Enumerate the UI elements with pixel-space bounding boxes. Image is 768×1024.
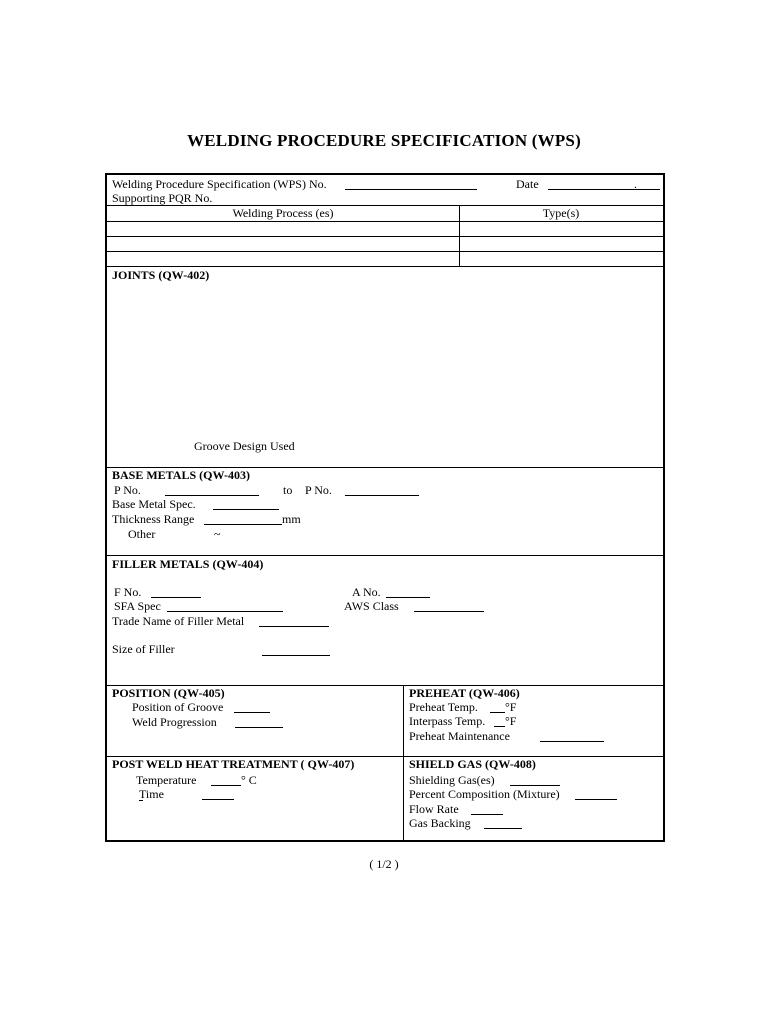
underline-mark [139,800,143,801]
wps-number-label: Welding Procedure Specification (WPS) No. [112,177,327,191]
shielding-gas-field[interactable] [510,785,560,786]
tilde-mark: ~ [214,527,221,541]
pwht-time-field[interactable] [202,799,234,800]
thickness-range-label: Thickness Range [112,512,195,526]
wps-number-field[interactable] [345,189,477,190]
shield-gas-heading: SHIELD GAS (QW-408) [409,757,536,771]
a-number-label: A No. [352,585,381,599]
p-number-label: P No. [114,483,141,497]
interpass-temp-label: Interpass Temp. [409,714,486,728]
mm-unit: mm [282,512,301,526]
page-number: ( 1/2 ) [369,857,399,871]
gas-backing-label: Gas Backing [409,816,471,830]
other-label: Other [128,527,156,541]
flow-rate-label: Flow Rate [409,802,459,816]
thickness-range-field[interactable] [204,524,282,525]
f-number-field[interactable] [151,597,201,598]
pwht-time-label: Time [139,787,164,801]
date-suffix: . [634,177,637,191]
base-metal-spec-field[interactable] [213,509,279,510]
pwht-temperature-field[interactable] [211,785,241,786]
f-number-label: F No. [114,585,142,599]
preheat-heading: PREHEAT (QW-406) [409,686,520,700]
interpass-temp-unit: °F [505,714,517,728]
sfa-spec-field[interactable] [167,611,283,612]
groove-position-label: Position of Groove [132,700,224,714]
preheat-temp-unit: °F [505,700,517,714]
section-divider [107,266,663,267]
pqr-number-label: Supporting PQR No. [112,191,213,205]
welding-process-column-header: Welding Process (es) [232,206,334,220]
preheat-maintenance-label: Preheat Maintenance [409,729,510,743]
filler-size-field[interactable] [262,655,330,656]
process-row-divider [107,236,663,237]
flow-rate-field[interactable] [471,814,503,815]
shielding-gas-label: Shielding Gas(es) [409,773,495,787]
p-number-from-field[interactable] [165,495,259,496]
position-heading: POSITION (QW-405) [112,686,225,700]
interpass-temp-field[interactable] [494,726,505,727]
p-number-to-field[interactable] [345,495,419,496]
trade-name-label: Trade Name of Filler Metal [112,614,245,628]
divider [107,221,663,222]
date-label: Date [516,177,539,191]
weld-progression-label: Weld Progression [132,715,217,729]
gas-backing-field[interactable] [484,828,522,829]
type-column-header: Type(s) [542,206,580,220]
date-field[interactable] [548,189,660,190]
filler-size-label: Size of Filler [112,642,175,656]
pwht-temperature-label: Temperature [136,773,197,787]
wps-form [105,173,665,842]
preheat-temp-label: Preheat Temp. [409,700,478,714]
filler-metals-heading: FILLER METALS (QW-404) [112,557,264,571]
aws-class-field[interactable] [414,611,484,612]
section-divider [107,555,663,556]
page-title: WELDING PROCEDURE SPECIFICATION (WPS) [187,131,581,150]
base-metal-spec-label: Base Metal Spec. [112,497,196,511]
groove-design-label: Groove Design Used [194,439,295,453]
trade-name-field[interactable] [259,626,329,627]
gas-composition-field[interactable] [575,799,617,800]
a-number-field[interactable] [386,597,430,598]
joints-heading: JOINTS (QW-402) [112,268,210,282]
process-row-divider [107,251,663,252]
column-divider [459,205,460,266]
p-number-to-label: P No. [305,483,332,497]
preheat-maintenance-field[interactable] [540,741,604,742]
base-metals-heading: BASE METALS (QW-403) [112,468,251,482]
weld-progression-field[interactable] [235,727,283,728]
pwht-heading: POST WELD HEAT TREATMENT ( QW-407) [112,757,355,771]
gas-composition-label: Percent Composition (Mixture) [409,787,560,801]
pwht-temperature-unit: ° C [241,773,257,787]
preheat-temp-field[interactable] [490,712,505,713]
to-label: to [283,483,293,497]
sfa-spec-label: SFA Spec [114,599,161,613]
aws-class-label: AWS Class [344,599,399,613]
groove-position-field[interactable] [234,712,270,713]
column-divider [403,685,404,840]
